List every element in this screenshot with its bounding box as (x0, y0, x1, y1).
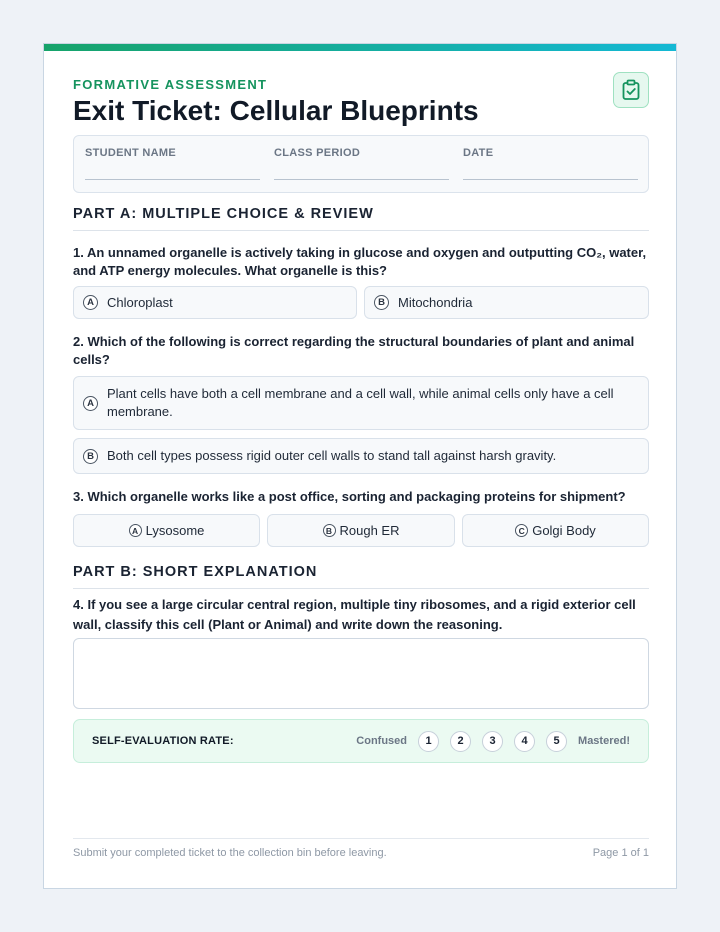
date-label: DATE (463, 147, 494, 159)
q2-option-b[interactable] (73, 438, 649, 474)
scale-low-label: Confused (356, 735, 408, 747)
option-letter: C (515, 524, 528, 537)
student-name-label: STUDENT NAME (85, 147, 176, 159)
date-field[interactable] (463, 147, 638, 180)
option-text: Golgi Body (532, 522, 596, 538)
q2-option-a[interactable] (73, 376, 649, 430)
option-letter: A (129, 524, 142, 537)
rating-2[interactable]: 2 (450, 731, 471, 752)
option-text: Rough ER (339, 522, 400, 538)
student-name-line (85, 179, 260, 180)
student-info-box (73, 135, 649, 193)
self-evaluation-bar (73, 719, 649, 763)
clipboard-check-icon (613, 72, 649, 108)
scale-high-label: Mastered! (578, 735, 630, 747)
option-text: Lysosome (145, 522, 205, 538)
part-b-heading: PART B: SHORT EXPLANATION (73, 564, 649, 589)
rating-5[interactable]: 5 (546, 731, 567, 752)
class-period-field[interactable] (274, 147, 449, 180)
q1-option-a[interactable] (73, 286, 357, 319)
page-number: Page 1 of 1 (592, 847, 649, 859)
class-period-label: CLASS PERIOD (274, 147, 361, 159)
exit-ticket-sheet (43, 43, 677, 889)
option-letter: B (374, 295, 389, 310)
class-period-line (274, 179, 449, 180)
option-text: Chloroplast (107, 294, 173, 310)
footer-note: Submit your completed ticket to the collection bin before leaving. (73, 847, 387, 859)
q3-option-c[interactable] (462, 514, 649, 547)
option-text: Both cell types possess rigid outer cell walls to stand tall against harsh gravity. (107, 448, 557, 463)
option-text: Mitochondria (398, 294, 473, 310)
rating-scale (356, 731, 630, 752)
rating-1[interactable]: 1 (418, 731, 439, 752)
option-text: Plant cells have both a cell membrane and a cell wall, while animal cells only have a cell membrane. (107, 386, 614, 419)
self-eval-label: SELF-EVALUATION RATE: (92, 735, 234, 747)
question-3-text: 3. Which organelle works like a post office, sorting and packaging proteins for shipment? (73, 489, 626, 504)
rating-4[interactable]: 4 (514, 731, 535, 752)
rating-3[interactable]: 3 (482, 731, 503, 752)
option-letter: A (83, 295, 98, 310)
question-4-text: 4. If you see a large circular central region, multiple tiny ribosomes, and a rigid exterior cell wall, classify this cell (Plant or Animal) and write down the reasoning. (73, 597, 636, 632)
kicker-label: FORMATIVE ASSESSMENT (73, 77, 268, 92)
part-a-heading: PART A: MULTIPLE CHOICE & REVIEW (73, 206, 649, 231)
short-answer-field[interactable] (73, 638, 649, 709)
page-title: Exit Ticket: Cellular Blueprints (73, 95, 479, 126)
option-letter: B (323, 524, 336, 537)
question-1-text: 1. An unnamed organelle is actively taking in glucose and oxygen and outputting CO₂, water, and ATP energy molecules. What organelle is this? (73, 245, 647, 278)
option-letter: A (83, 396, 98, 411)
q1-option-b[interactable] (364, 286, 649, 319)
question-2-text: 2. Which of the following is correct regarding the structural boundaries of plant and animal cells? (73, 334, 635, 367)
page-footer (73, 838, 649, 859)
date-line (463, 179, 638, 180)
option-letter: B (83, 449, 98, 464)
q3-option-a[interactable] (73, 514, 260, 547)
accent-bar (44, 44, 676, 51)
student-name-field[interactable] (85, 147, 260, 180)
q3-option-b[interactable] (267, 514, 455, 547)
